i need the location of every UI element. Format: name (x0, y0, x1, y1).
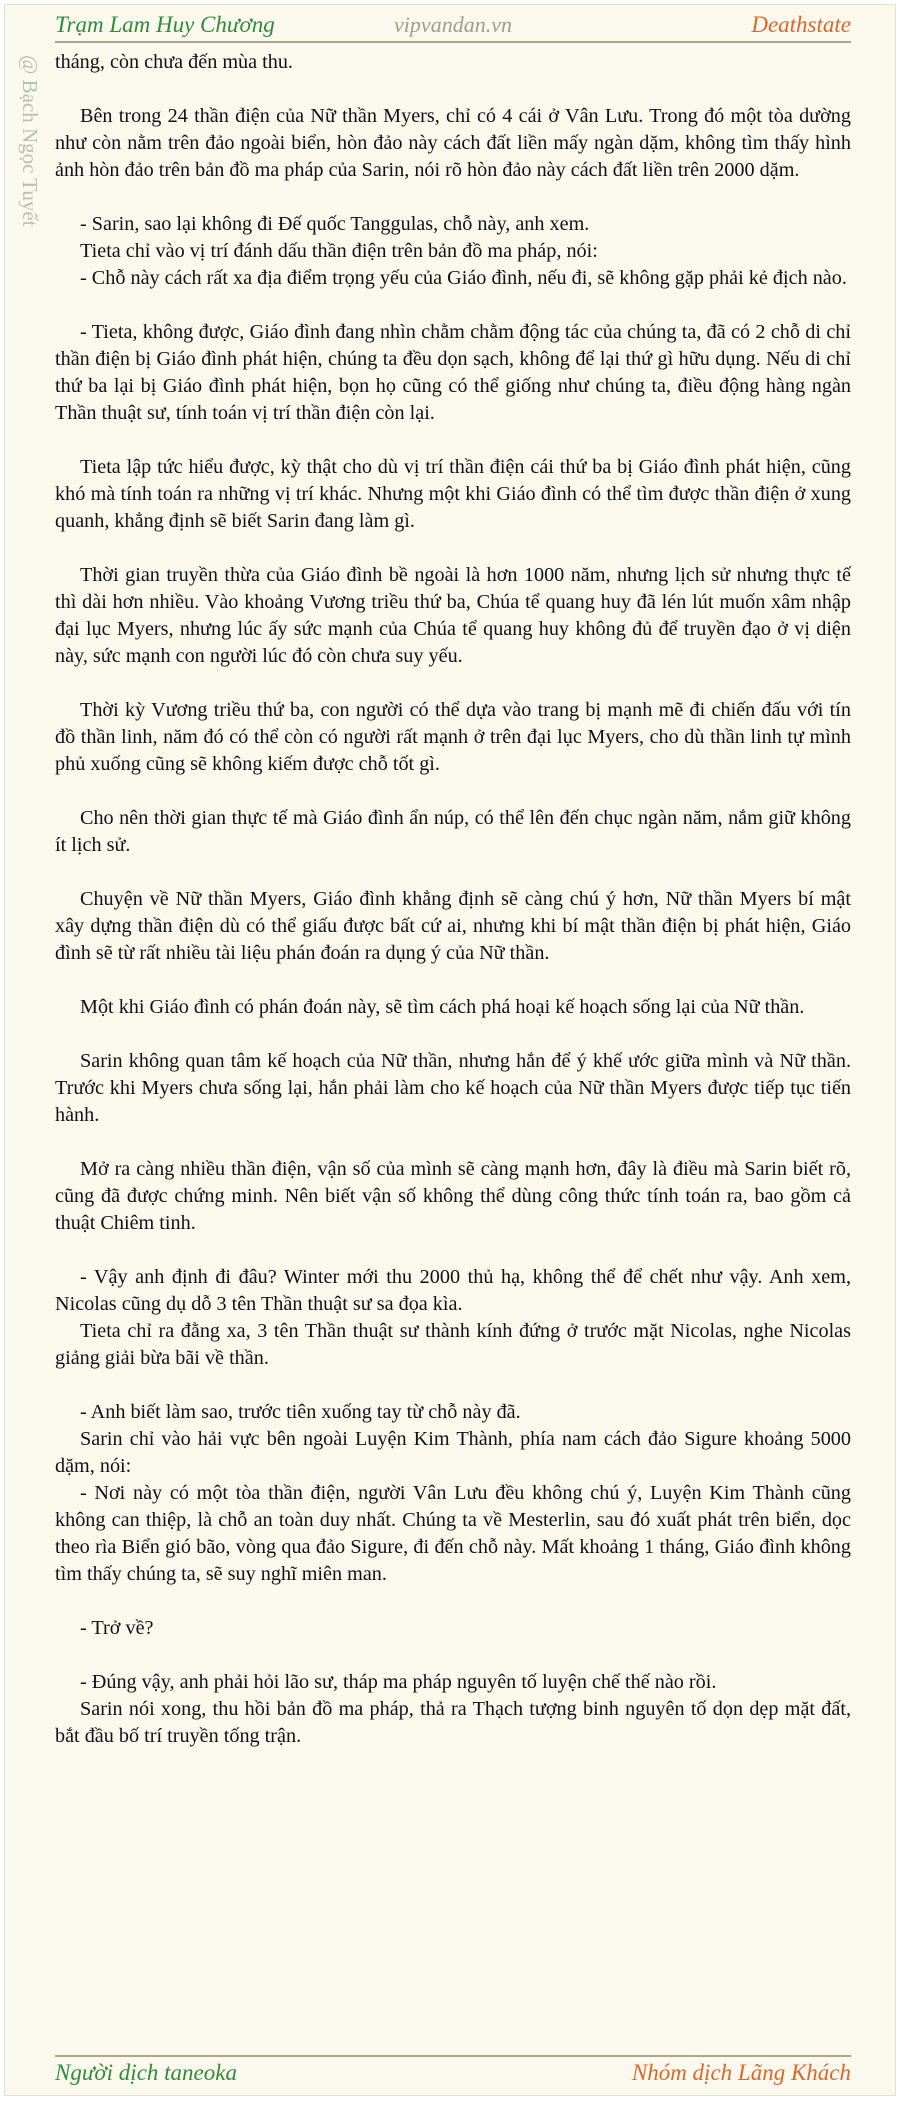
header-url: vipvandan.vn (394, 12, 512, 37)
paragraph: Sarin nói xong, thu hồi bản đồ ma pháp, thả ra Thạch tượng binh nguyên tố dọn dẹp mặt đất, bắt đầu bố trí truyền tống trận. (55, 1698, 851, 1747)
page (4, 4, 896, 2096)
paragraph-gap (55, 1021, 851, 1048)
paragraph: Mở ra càng nhiều thần điện, vận số của mình sẽ càng mạnh hơn, đây là điều mà Sarin biết rõ, cũng đã được chứng minh. Nên biết vận số không thể dùng công thức tính toán ra, bao gồm cả thuật Chiêm tinh. (55, 1158, 851, 1234)
paragraph: Tieta chỉ vào vị trí đánh dấu thần điện trên bản đồ ma pháp, nói: (80, 240, 598, 262)
page-header (55, 9, 851, 43)
paragraph: - Đúng vậy, anh phải hỏi lão sư, tháp ma pháp nguyên tố luyện chế thế nào rồi. (80, 1671, 717, 1693)
paragraph-gap (55, 1129, 851, 1156)
chapter-text (55, 49, 851, 1750)
side-watermark (15, 55, 45, 355)
header-book-title: Deathstate (751, 12, 851, 37)
paragraph: Sarin chỉ vào hải vực bên ngoài Luyện Kim Thành, phía nam cách đảo Sigure khoảng 5000 dặm, nói: (55, 1428, 851, 1477)
page-footer (55, 2055, 851, 2089)
paragraph: - Tieta, không được, Giáo đình đang nhìn chằm chằm động tác của chúng ta, đã có 2 chỗ di chỉ thần điện bị Giáo đình phát hiện, chúng ta đều dọn sạch, không để lại thứ gì hữu dụng. Nếu di chỉ thứ ba lại bị Giáo đình phát hiện, bọn họ cũng có thể giống như chúng ta, điều động hàng ngàn Thần thuật sư, tính toán vị trí thần điện còn lại. (55, 321, 851, 424)
side-watermark-text: @ Bạch Ngọc Tuyết (18, 55, 42, 227)
paragraph-gap (55, 778, 851, 805)
paragraph: - Nơi này có một tòa thần điện, người Vân Lưu đều không chú ý, Luyện Kim Thành cũng không can thiệp, là chỗ an toàn duy nhất. Chúng ta về Mesterlin, sau đó xuất phát trên biển, dọc theo rìa Biển gió bão, vòng qua đảo Sigure, đi đến chỗ này. Mất khoảng 1 tháng, Giáo đình không tìm thấy chúng ta, sẽ suy nghĩ miên man. (55, 1482, 851, 1585)
paragraph: - Vậy anh định đi đâu? Winter mới thu 2000 thủ hạ, không thể để chết như vậy. Anh xem, Nicolas cũng dụ dỗ 3 tên Thần thuật sư sa đọa kìa. (55, 1266, 851, 1315)
paragraph-gap (55, 1372, 851, 1399)
paragraph-gap (55, 967, 851, 994)
paragraph: Sarin không quan tâm kế hoạch của Nữ thần, nhưng hắn để ý khế ước giữa mình và Nữ thần. Trước khi Myers chưa sống lại, hắn phải làm cho kế hoạch của Nữ thần Myers được tiếp tục tiến hành. (55, 1050, 851, 1126)
footer-translator: Người dịch taneoka (55, 2060, 237, 2085)
paragraph-gap (55, 292, 851, 319)
paragraph: Chuyện về Nữ thần Myers, Giáo đình khẳng định sẽ càng chú ý hơn, Nữ thần Myers bí mật xây dựng thần điện dù có thể giấu được bất cứ ai, nhưng khi bí mật thần điện bị phát hiện, Giáo đình sẽ từ rất nhiều tài liệu phán đoán ra dụng ý của Nữ thần. (55, 888, 851, 964)
footer-group: Nhóm dịch Lãng Khách (631, 2060, 851, 2085)
paragraph: Bên trong 24 thần điện của Nữ thần Myers, chỉ có 4 cái ở Vân Lưu. Trong đó một tòa dường như còn nằm trên đảo ngoài biển, hòn đảo này cách đất liền mấy ngàn dặm, không tìm thấy hình ảnh hòn đảo trên bản đồ ma pháp của Sarin, nói rõ hòn đảo này cách đất liền trên 2000 dặm. (55, 105, 851, 181)
paragraph-gap (55, 76, 851, 103)
paragraph-gap (55, 1588, 851, 1615)
paragraph: Thời gian truyền thừa của Giáo đình bề ngoài là hơn 1000 năm, nhưng lịch sử nhưng thực tế thì dài hơn nhiều. Vào khoảng Vương triều thứ ba, Chúa tể quang huy đã lén lút muốn xâm nhập đại lục Myers, nhưng lúc ấy sức mạnh của Chúa tể quang huy không đủ để truyền đạo ở vị diện này, sức mạnh con người lúc đó còn chưa suy yếu. (55, 564, 851, 667)
paragraph-gap (55, 184, 851, 211)
paragraph-gap (55, 427, 851, 454)
paragraph-gap (55, 1642, 851, 1669)
paragraph-gap (55, 535, 851, 562)
header-site-name: Trạm Lam Huy Chương (55, 12, 275, 37)
paragraph: - Sarin, sao lại không đi Đế quốc Tanggulas, chỗ này, anh xem. (80, 213, 590, 235)
paragraph-gap (55, 1237, 851, 1264)
paragraph-gap (55, 670, 851, 697)
paragraph: - Chỗ này cách rất xa địa điểm trọng yếu của Giáo đình, nếu đi, sẽ không gặp phải kẻ địch nào. (80, 267, 847, 289)
paragraph-gap (55, 859, 851, 886)
paragraph: - Trở về? (80, 1617, 154, 1639)
paragraph: Thời kỳ Vương triều thứ ba, con người có thể dựa vào trang bị mạnh mẽ đi chiến đấu với tín đồ thần linh, năm đó có thể còn có người rất mạnh ở trên đại lục Myers, cho dù thần linh tự mình phủ xuống cũng sẽ không kiếm được chỗ tốt gì. (55, 699, 851, 775)
paragraph: Một khi Giáo đình có phán đoán này, sẽ tìm cách phá hoại kế hoạch sống lại của Nữ thần. (80, 996, 805, 1018)
paragraph: - Anh biết làm sao, trước tiên xuống tay từ chỗ này đã. (80, 1401, 521, 1423)
paragraph: Tieta lập tức hiểu được, kỳ thật cho dù vị trí thần điện cái thứ ba bị Giáo đình phát hiện, cũng khó mà tính toán ra những vị trí khác. Nhưng một khi Giáo đình có thể tìm được thần điện ở xung quanh, khẳng định sẽ biết Sarin đang làm gì. (55, 456, 851, 532)
paragraph: tháng, còn chưa đến mùa thu. (55, 51, 293, 73)
paragraph: Tieta chỉ ra đằng xa, 3 tên Thần thuật sư thành kính đứng ở trước mặt Nicolas, nghe Nicolas giảng giải bừa bãi về thần. (55, 1320, 851, 1369)
paragraph: Cho nên thời gian thực tế mà Giáo đình ẩn núp, có thể lên đến chục ngàn năm, nắm giữ không ít lịch sử. (55, 807, 851, 856)
